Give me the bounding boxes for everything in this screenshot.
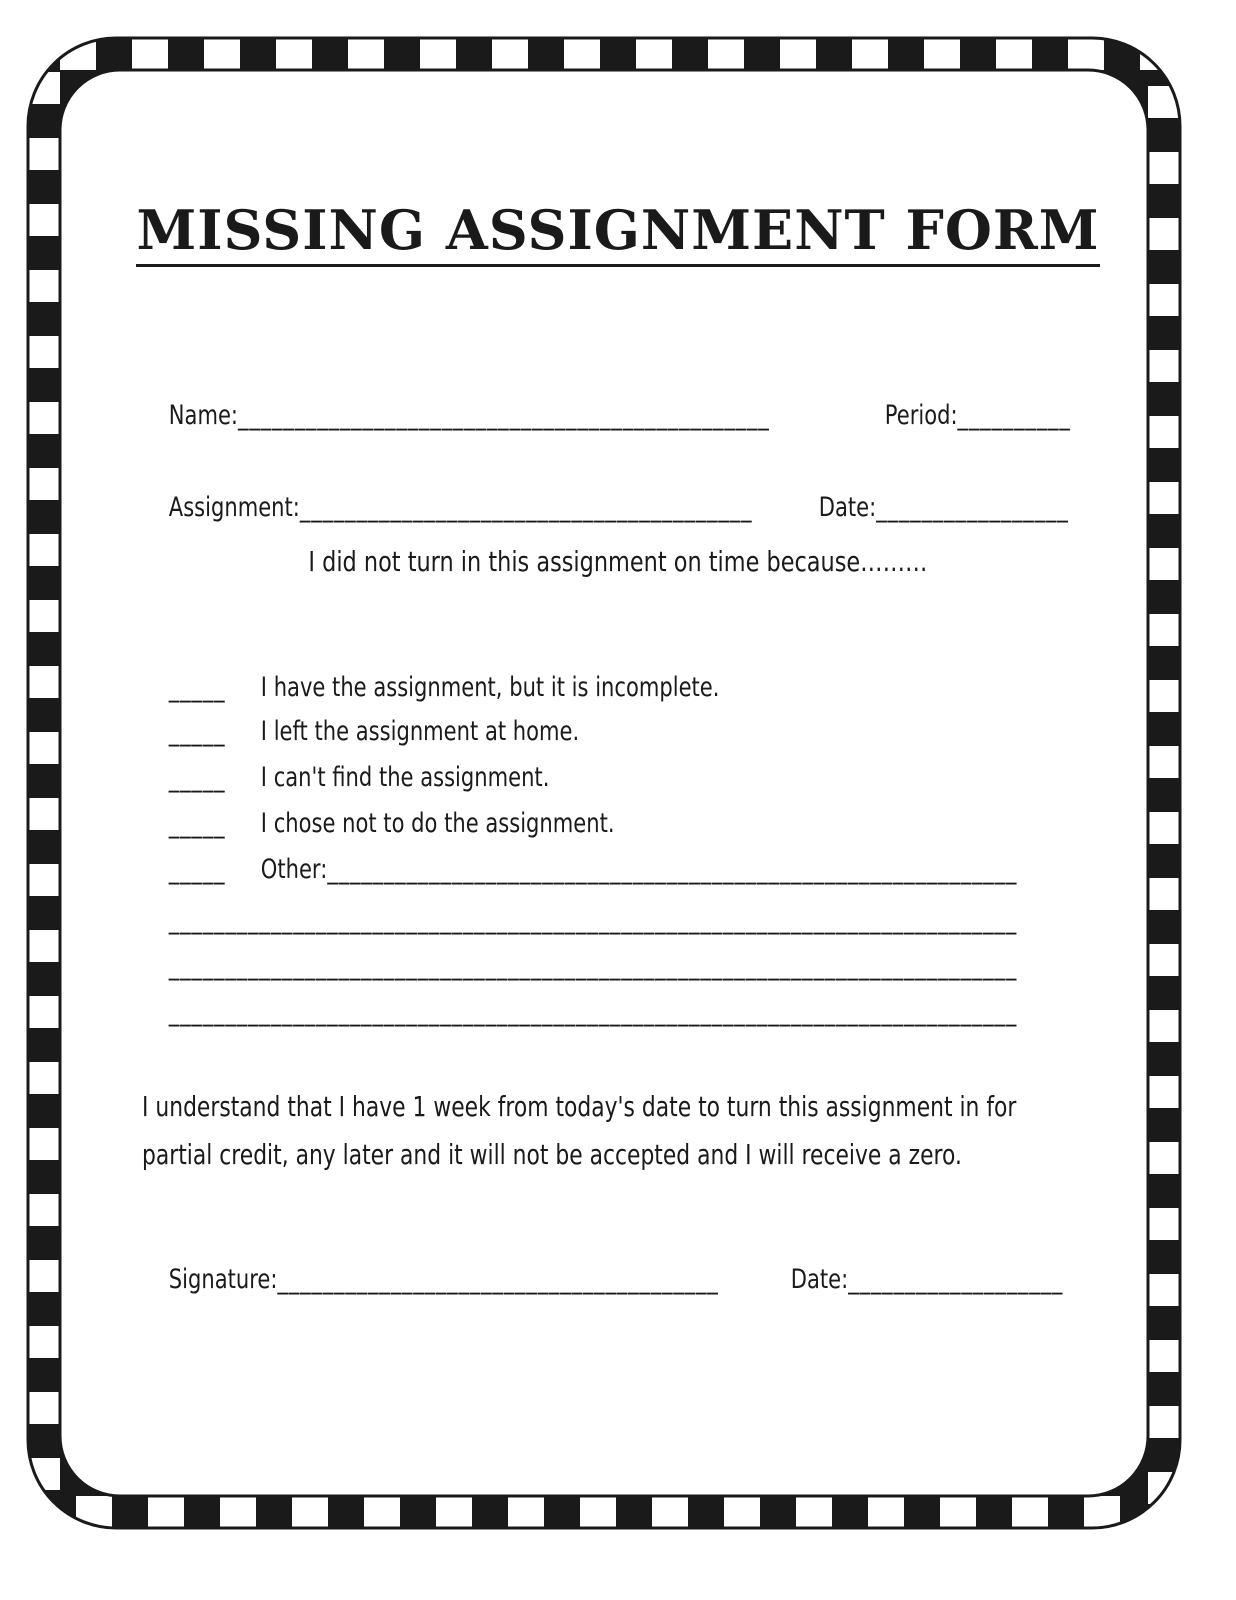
signature-row <box>142 1226 719 1334</box>
form-title-text: MISSING ASSIGNMENT FORM <box>136 198 1099 267</box>
reason-label: I chose not to do the assignment. <box>260 808 615 839</box>
explanation-line-blank[interactable]: ___________________________________________________________________________ <box>168 904 1018 935</box>
date-label: Date: <box>818 492 877 523</box>
reason-check-field[interactable]: _____ <box>168 854 226 885</box>
signature-date-field[interactable]: ___________________ <box>848 1264 1064 1295</box>
signature-label: Signature: <box>168 1264 278 1295</box>
date-field[interactable]: _________________ <box>876 492 1069 523</box>
signature-date-label: Date: <box>790 1264 849 1295</box>
reason-label: I have the assignment, but it is incomplete. <box>260 672 720 703</box>
reason-check-field[interactable]: _____ <box>168 762 226 793</box>
assignment-label: Assignment: <box>168 492 300 523</box>
period-label: Period: <box>884 400 958 431</box>
reason-check-field[interactable]: _____ <box>168 672 226 703</box>
signature-field[interactable]: _______________________________________ <box>277 1264 719 1295</box>
explanation-line[interactable] <box>142 958 1017 1066</box>
period-field[interactable]: __________ <box>957 400 1071 431</box>
other-field[interactable]: _____________________________________________________________ <box>327 854 1018 885</box>
reason-prompt <box>0 543 1236 581</box>
form-title <box>0 198 1236 262</box>
name-field[interactable]: _______________________________________________ <box>238 400 770 431</box>
reason-check-field[interactable]: _____ <box>168 808 226 839</box>
other-label: Other: <box>260 854 328 885</box>
explanation-line-blank[interactable]: ___________________________________________________________________________ <box>168 996 1018 1027</box>
agreement-line-1: I understand that I have 1 week from today's date to turn this assignment in for <box>142 1090 1017 1123</box>
name-label: Name: <box>168 400 239 431</box>
explanation-line-blank[interactable]: ___________________________________________________________________________ <box>168 950 1018 981</box>
reason-prompt-text: I did not turn in this assignment on time because……… <box>308 545 928 578</box>
assignment-field[interactable]: ________________________________________ <box>299 492 753 523</box>
reason-label: I left the assignment at home. <box>260 716 580 747</box>
reason-label: I can't find the assignment. <box>260 762 550 793</box>
signature-date-row <box>764 1226 1063 1334</box>
reason-check-field[interactable]: _____ <box>168 716 226 747</box>
agreement-line-2: partial credit, any later and it will not be accepted and I will receive a zero. <box>142 1138 962 1171</box>
